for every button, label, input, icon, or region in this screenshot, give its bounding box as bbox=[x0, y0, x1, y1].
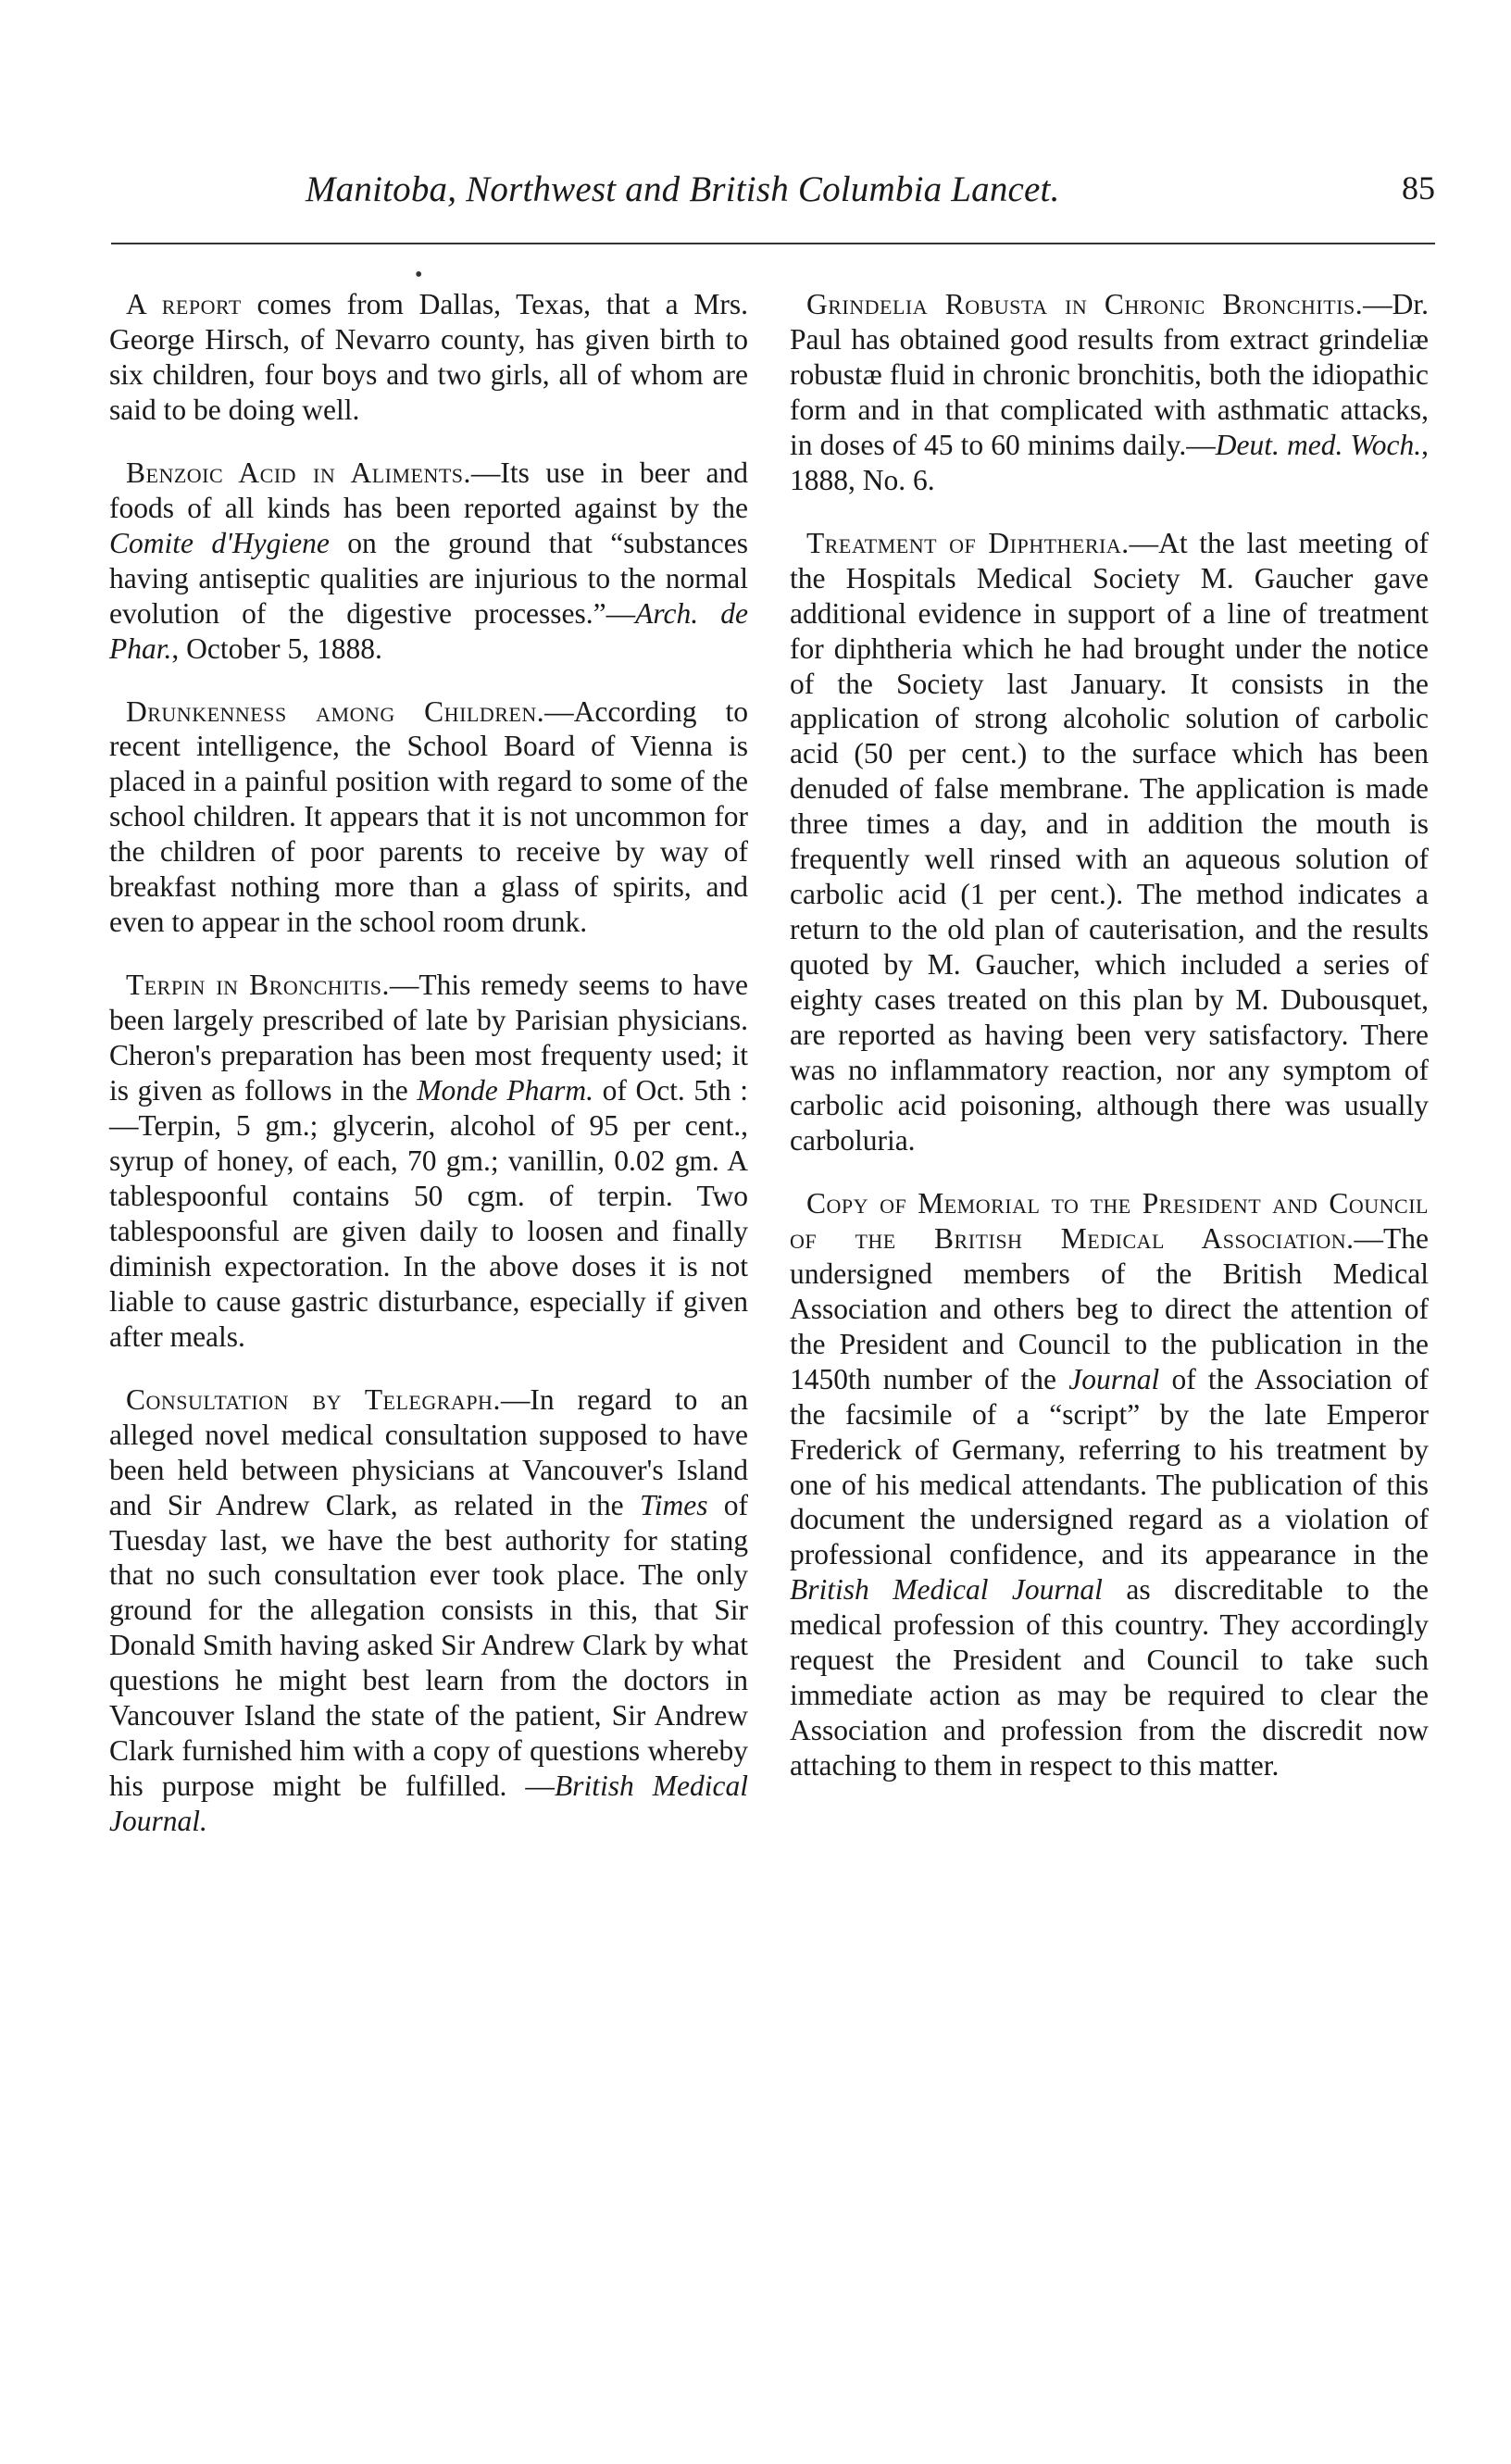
right-column bbox=[790, 287, 1429, 1811]
article-heading: Grindelia Robusta in Chronic Bronchitis. bbox=[806, 288, 1364, 320]
article-body: as discreditable to the medical profession of this country. They accordingly request the President and Council to take such immediate action as may be required to clear the Association and profession from the discredit now attaching to them in respect to this matter. bbox=[790, 1573, 1429, 1782]
article-body: —This remedy seems to have been largely prescribed of late by Parisian physicians. Cheron's preparation has been most frequenty used; it is given as follows in the bbox=[109, 969, 748, 1107]
article-heading: Benzoic Acid in Aliments. bbox=[126, 456, 471, 489]
article-body: —Dr. Paul has obtained good results from extract grindeliæ robustæ fluid in chronic bronchitis, both the idiopathic form and in that complicated with asthmatic attacks, in doses of 45 to 60 minims daily.— bbox=[790, 288, 1429, 461]
print-speck: • bbox=[415, 263, 423, 287]
citation: Monde Pharm. bbox=[417, 1074, 594, 1107]
article-grindelia bbox=[790, 287, 1429, 498]
article-body: of Tuesday last, we have the best authority for stating that no such consultation ever took place. The only ground for the allegation consists in this, that Sir Donald Smith having asked Sir Andrew Clark by what questions he might best learn from the doctors in Vancouver Island the state of the patient, Sir Andrew Clark furnished him with a copy of questions whereby his purpose might be fulfilled. — bbox=[109, 1488, 748, 1803]
article-heading: Consultation by Telegraph. bbox=[126, 1382, 501, 1416]
citation: Deut. med. Woch. bbox=[1215, 428, 1422, 461]
article-lead: A report bbox=[126, 288, 242, 320]
page-number: 85 bbox=[1402, 169, 1435, 206]
article-memorial bbox=[790, 1186, 1429, 1783]
citation: British Medical Journal bbox=[790, 1573, 1103, 1607]
article-body: —In regard to an alleged novel medical consultation supposed to have been held between physicians at Vancouver's Island and Sir Andrew Clark, as related in the bbox=[109, 1382, 748, 1521]
article-diphtheria bbox=[790, 526, 1429, 1158]
header-rule bbox=[111, 243, 1435, 244]
article-heading: Copy of Memorial to the President and Council of the British Medical Association. bbox=[790, 1186, 1429, 1255]
article-heading: Drunkenness among Children. bbox=[126, 694, 545, 728]
journal-title: Manitoba, Northwest and British Columbia Lancet. bbox=[306, 169, 1060, 209]
article-body: —Its use in beer and foods of all kinds has been reported against by the bbox=[109, 456, 748, 524]
article-body: , 1888, No. 6. bbox=[790, 428, 1430, 496]
article-heading: Treatment of Diphtheria. bbox=[806, 526, 1130, 559]
article-body: of Oct. 5th :—Terpin, 5 gm.; glycerin, alcohol of 95 per cent., syrup of honey, of each, 70 gm.; vanillin, 0.02 gm. A tablespoonful contains 50 cgm. of terpin. Two tablespoonsful are given daily to loosen and finally diminish expectoration. In the above doses it is not liable to cause gastric disturbance, especially if given after meals. bbox=[109, 1074, 749, 1353]
article-body: —At the last meeting of the Hospitals Medical Society M. Gaucher gave additional evidence in support of a line of treatment for diphtheria which he had brought under the notice of the Society last January. It consists in the application of strong alcoholic solution of carbolic acid (50 per cent.) to the surface which has been denuded of false membrane. The application is made three times a day, and in addition the mouth is frequently well rinsed with an aqueous solution of carbolic acid (1 per cent.). The method indicates a return to the old plan of cauterisation, and the results quoted by M. Gaucher, which included a series of eighty cases treated on this plan by M. Dubousquet, are reported as having been very satisfactory. There was no inflammatory reaction, nor any symptom of carbolic acid poisoning, although there was usually carboluria. bbox=[790, 526, 1430, 1157]
article-body: on the ground that “substances having antiseptic qualities are injurious to the normal evolution of the digestive processes.”— bbox=[109, 526, 748, 630]
article-body: —The undersigned members of the British Medical Association and others beg to direct the attention of the President and Council to the publication in the 1450th number of the bbox=[790, 1221, 1429, 1395]
running-head bbox=[111, 169, 1435, 224]
left-column bbox=[109, 287, 748, 1867]
article-body: comes from Dallas, Texas, that a Mrs. George Hirsch, of Nevarro county, has given birth to six children, four boys and two girls, all of whom are said to be doing well. bbox=[109, 288, 749, 426]
article-heading: Terpin in Bronchitis. bbox=[126, 969, 390, 1002]
article-consultation bbox=[109, 1382, 748, 1839]
citation: Arch. de Phar. bbox=[109, 596, 748, 665]
article-terpin bbox=[109, 968, 748, 1354]
article-dallas-birth bbox=[109, 287, 748, 428]
citation: British Medical Journal. bbox=[109, 1770, 748, 1838]
article-body: , October 5, 1888. bbox=[171, 632, 382, 665]
article-body: —According to recent intelligence, the School Board of Vienna is placed in a painful position with regard to some of the school children. It appears that it is not uncommon for the children of poor parents to receive by way of breakfast nothing more than a glass of spirits, and even to appear in the school room drunk. bbox=[109, 694, 748, 939]
citation: Journal bbox=[1068, 1362, 1160, 1395]
article-drunkenness bbox=[109, 694, 748, 941]
article-body: of the Association of the facsimile of a “script” by the late Emperor Frederick of Germany, referring to his treatment by one of his medical attendants. The publication of this document the undersigned regard as a violation of professional confidence, and its appearance in the bbox=[790, 1362, 1429, 1571]
article-benzoic-acid bbox=[109, 456, 748, 667]
citation: Comite d'Hygiene bbox=[109, 526, 330, 559]
citation: Times bbox=[639, 1488, 708, 1521]
